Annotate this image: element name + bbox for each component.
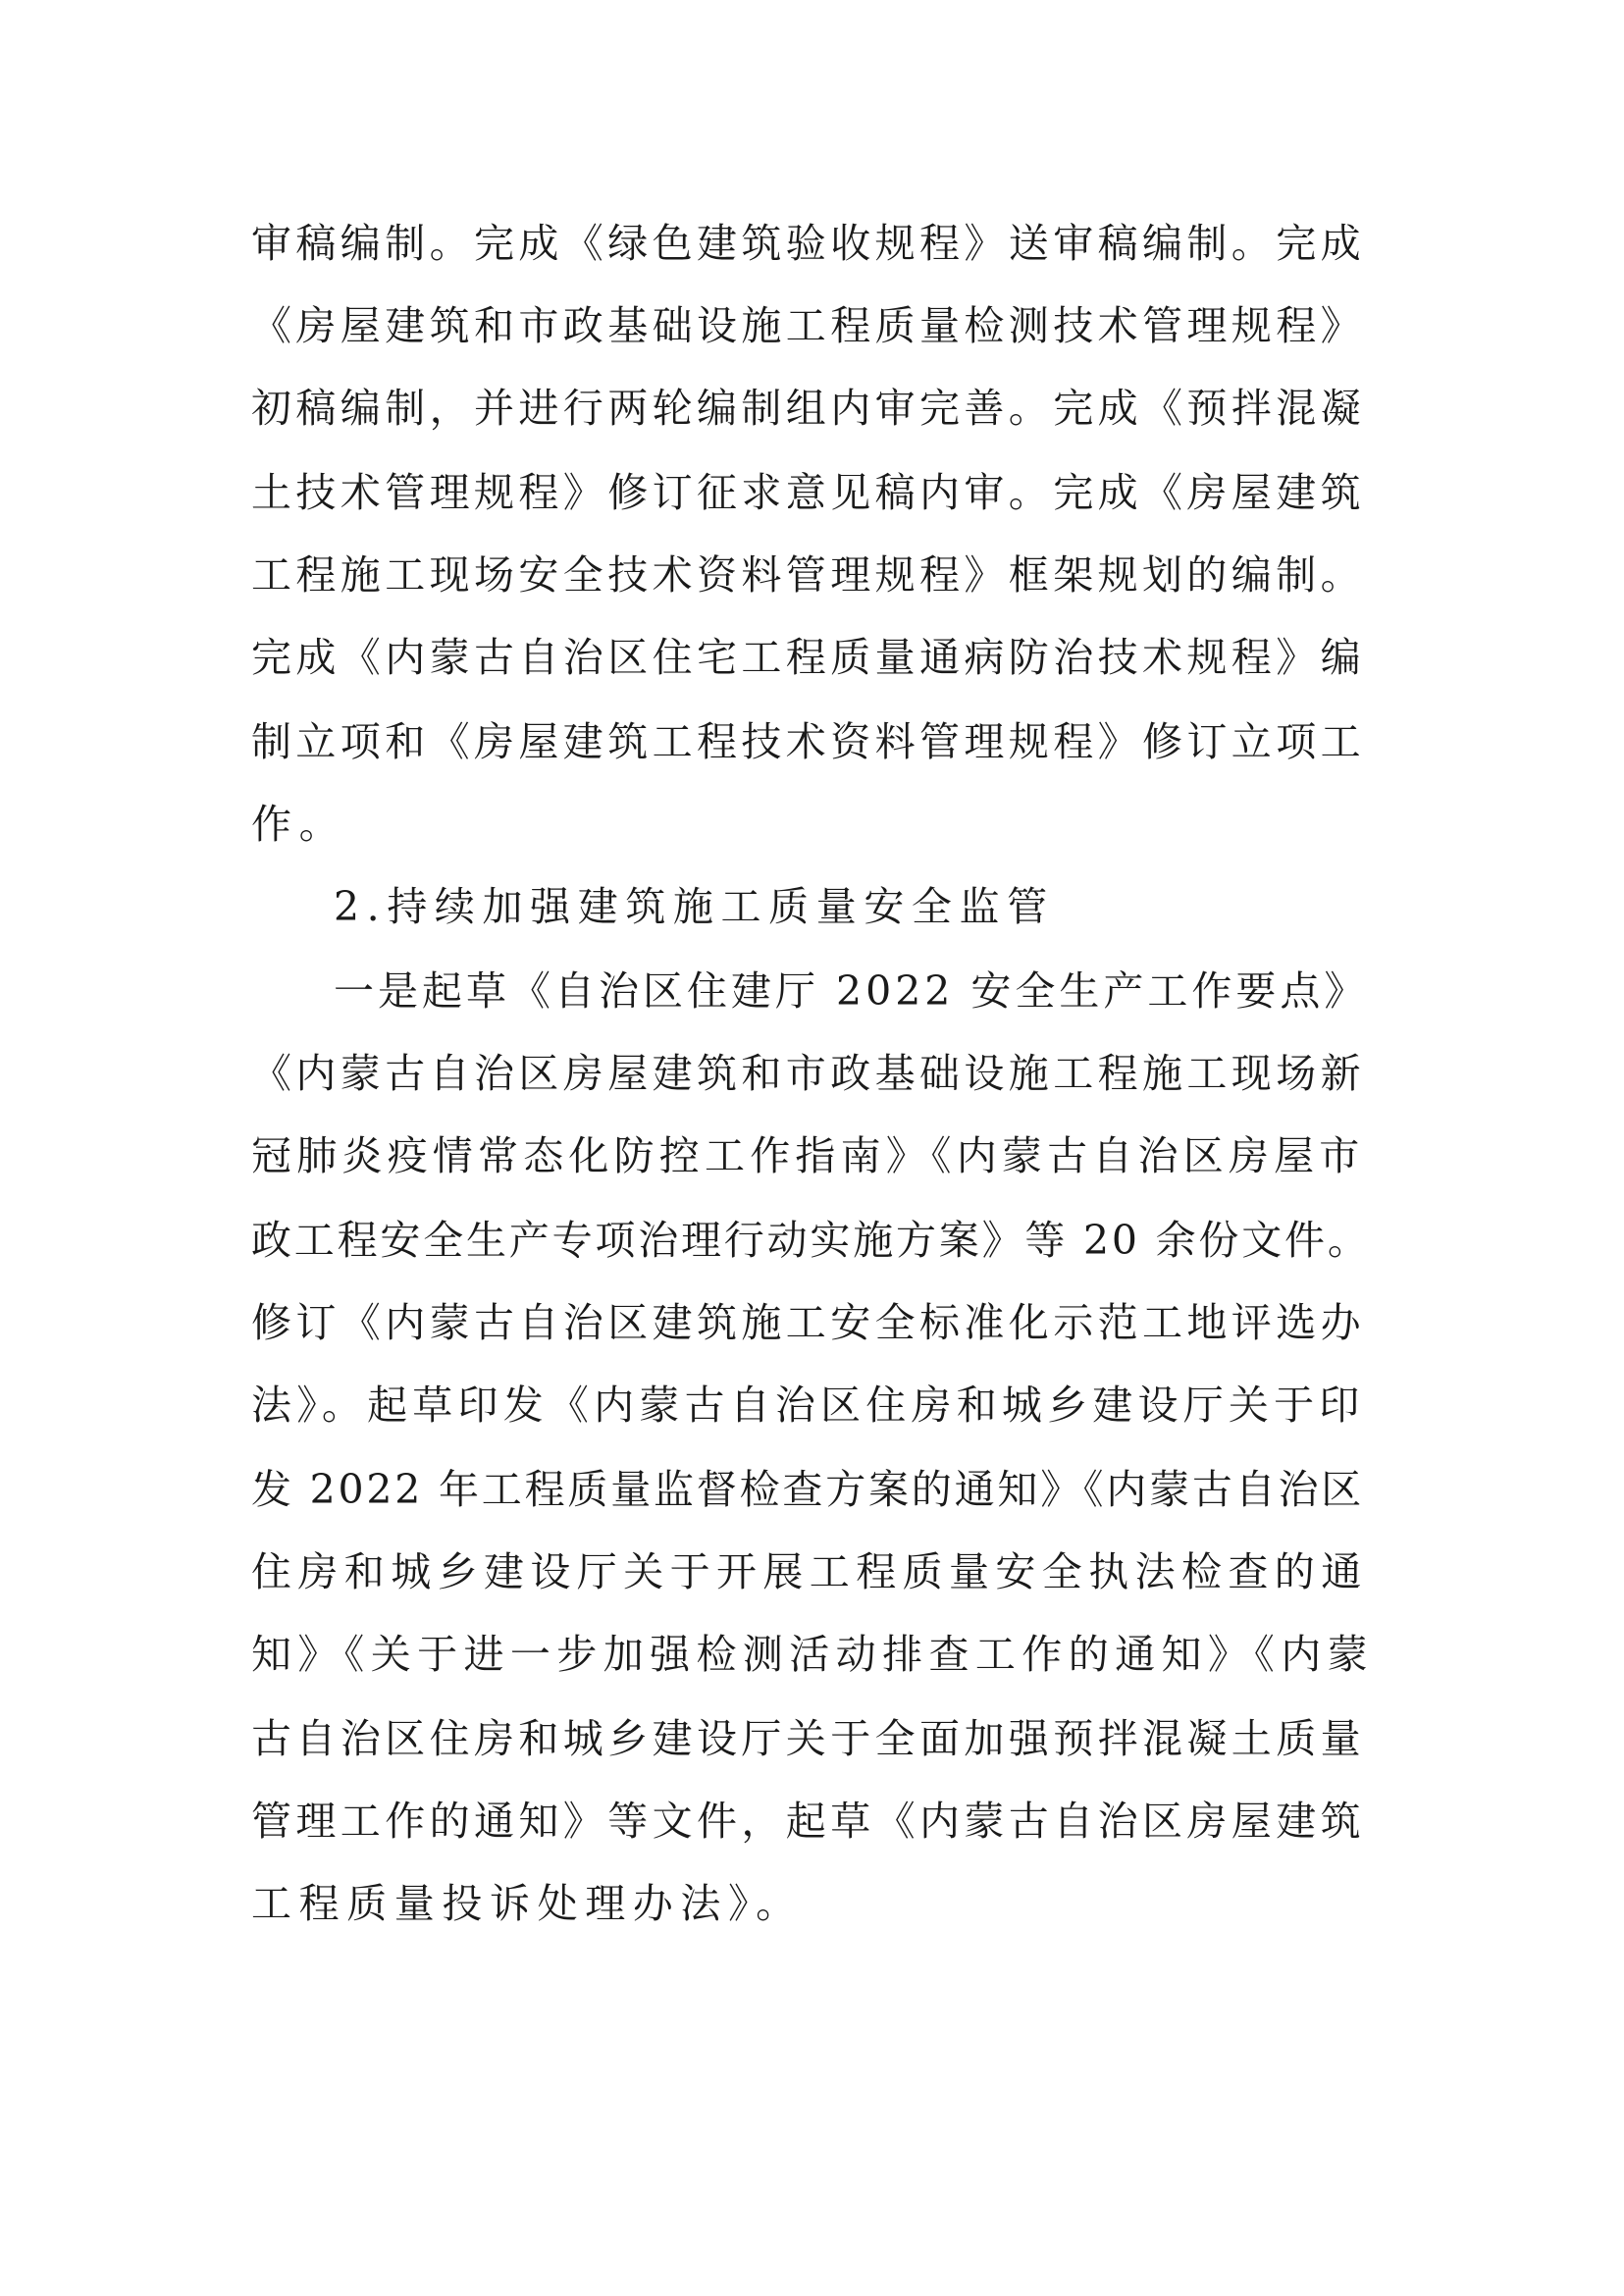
body-text-line: 法》。起草印发《内蒙古自治区住房和城乡建设厅关于印 bbox=[251, 1382, 1365, 1429]
body-text-line: 《房屋建筑和市政基础设施工程质量检测技术管理规程》 bbox=[251, 302, 1365, 349]
body-text-line: 审稿编制。完成《绿色建筑验收规程》送审稿编制。完成 bbox=[251, 220, 1365, 267]
body-text-line: 修订《内蒙古自治区建筑施工安全标准化示范工地评选办 bbox=[251, 1299, 1365, 1346]
body-text-line: 制立项和《房屋建筑工程技术资料管理规程》修订立项工 bbox=[251, 718, 1365, 765]
body-text-line: 发 2022 年工程质量监督检查方案的通知》《内蒙古自治区 bbox=[251, 1466, 1365, 1513]
body-text-line: 一是起草《自治区住建厅 2022 安全生产工作要点》 bbox=[334, 967, 1369, 1015]
body-text-line: 管理工作的通知》等文件，起草《内蒙古自治区房屋建筑 bbox=[251, 1798, 1365, 1845]
body-text-line: 工程施工现场安全技术资料管理规程》框架规划的编制。 bbox=[251, 551, 1365, 599]
body-text-line: 作。 bbox=[251, 801, 347, 848]
section-heading: 2.持续加强建筑施工质量安全监管 bbox=[334, 883, 1055, 930]
body-text-line: 工程质量投诉处理办法》。 bbox=[251, 1880, 804, 1927]
body-text-line: 《内蒙古自治区房屋建筑和市政基础设施工程施工现场新 bbox=[251, 1050, 1365, 1097]
body-text-line: 政工程安全生产专项治理行动实施方案》等 20 余份文件。 bbox=[251, 1217, 1371, 1264]
body-text-line: 完成《内蒙古自治区住宅工程质量通病防治技术规程》编 bbox=[251, 634, 1365, 681]
body-text-line: 知》《关于进一步加强检测活动排查工作的通知》《内蒙 bbox=[251, 1631, 1374, 1678]
body-text-line: 土技术管理规程》修订征求意见稿内审。完成《房屋建筑 bbox=[251, 469, 1365, 516]
body-text-line: 冠肺炎疫情常态化防控工作指南》《内蒙古自治区房屋市 bbox=[251, 1132, 1365, 1179]
body-text-line: 古自治区住房和城乡建设厅关于全面加强预拌混凝土质量 bbox=[251, 1715, 1365, 1762]
body-text-line: 住房和城乡建设厅关于开展工程质量安全执法检查的通 bbox=[251, 1548, 1368, 1595]
body-text-line: 初稿编制，并进行两轮编制组内审完善。完成《预拌混凝 bbox=[251, 385, 1365, 432]
